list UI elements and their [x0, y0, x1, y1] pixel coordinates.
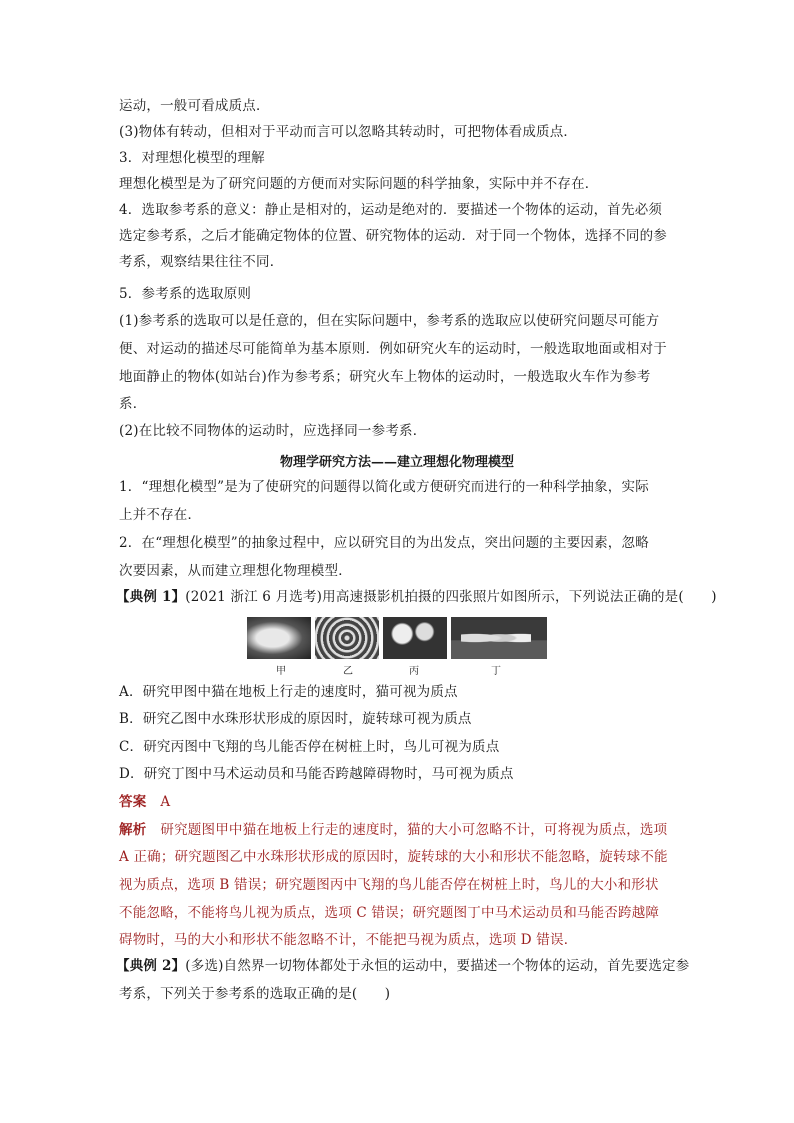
text-line: (1)参考系的选取可以是任意的，但在实际问题中，参考系的选取应以使研究问题尽可能方 — [119, 313, 660, 329]
photo-caption: 甲 — [276, 666, 286, 677]
example-1-stem — [116, 587, 717, 607]
option-c: C．研究丙图中飞翔的鸟儿能否停在树桩上时，鸟儿可视为质点 — [119, 739, 500, 755]
photo-birds — [383, 617, 447, 659]
example-2-stem — [116, 956, 689, 976]
text-line: (3)物体有转动，但相对于平动而言可以忽略其转动时，可把物体看成质点． — [119, 124, 578, 140]
photo-caption: 乙 — [343, 666, 353, 677]
text-line: 考系，观察结果往往不同． — [119, 254, 284, 270]
text-line: 上并不存在． — [119, 507, 202, 523]
text-line: 1．“理想化模型”是为了使研究的问题得以简化或方便研究而进行的一种科学抽象，实际 — [119, 479, 649, 495]
text-line: 次要因素，从而建立理想化物理模型． — [119, 563, 352, 579]
answer-value: A — [160, 794, 171, 810]
photo-spinning-ball — [315, 617, 379, 659]
analysis-line: 视为质点，选项 B 错误；研究题图丙中飞翔的鸟儿能否停在树桩上时，鸟儿的大小和形状 — [119, 877, 659, 893]
text-line: 选定参考系，之后才能确定物体的位置、研究物体的运动．对于同一个物体，选择不同的参 — [119, 228, 667, 244]
method-title: 物理学研究方法——建立理想化物理模型 — [279, 455, 514, 470]
analysis-line: 不能忽略，不能将鸟儿视为质点，选项 C 错误；研究题图丁中马术运动员和马能否跨越障 — [119, 905, 660, 921]
example-tag: 【典例 1】 — [116, 589, 186, 605]
photo-horse-rider — [451, 617, 547, 659]
text-line: 考系，下列关于参考系的选取正确的是( ) — [119, 986, 391, 1002]
example-stem-text: (多选)自然界一切物体都处于永恒的运动中，要描述一个物体的运动，首先要选定参 — [185, 958, 690, 974]
answer-row — [119, 792, 170, 812]
analysis-line: 碍物时，马的大小和形状不能忽略不计，不能把马视为质点，选项 D 错误． — [119, 932, 578, 948]
photo-strip — [247, 617, 547, 659]
text-line: 运动，一般可看成质点． — [119, 98, 270, 114]
text-line: 2．在“理想化模型”的抽象过程中，应以研究目的为出发点，突出问题的主要因素，忽略 — [119, 535, 649, 551]
example-tag: 【典例 2】 — [116, 958, 186, 974]
option-b: B．研究乙图中水珠形状形成的原因时，旋转球可视为质点 — [119, 711, 472, 727]
photo-caption: 丁 — [491, 666, 501, 677]
analysis-text: 研究题图甲中猫在地板上行走的速度时，猫的大小可忽略不计，可将视为质点，选项 — [160, 822, 668, 838]
text-line: 系． — [119, 396, 147, 412]
text-line: 理想化模型是为了研究问题的方便而对实际问题的科学抽象，实际中并不存在． — [119, 176, 599, 192]
text-line: 便、对运动的描述尽可能简单为基本原则．例如研究火车的运动时，一般选取地面或相对于 — [119, 341, 667, 357]
analysis-line — [119, 820, 667, 840]
answer-label: 答案 — [119, 794, 147, 810]
text-line: 地面静止的物体(如站台)作为参考系；研究火车上物体的运动时，一般选取火车作为参考 — [119, 369, 651, 385]
example-stem-text: (2021 浙江 6 月选考)用高速摄影机拍摄的四张照片如图所示，下列说法正确的是( ) — [185, 589, 717, 605]
text-line: (2)在比较不同物体的运动时，应选择同一参考系． — [119, 423, 427, 439]
text-line: 4．选取参考系的意义：静止是相对的，运动是绝对的．要描述一个物体的运动，首先必须 — [119, 202, 663, 218]
analysis-label: 解析 — [119, 822, 147, 838]
photo-caption: 丙 — [409, 666, 419, 677]
option-d: D．研究丁图中马术运动员和马能否跨越障碍物时，马可视为质点 — [119, 766, 514, 782]
section-heading: 5．参考系的选取原则 — [119, 286, 252, 302]
option-a: A．研究甲图中猫在地板上行走的速度时，猫可视为质点 — [119, 684, 458, 700]
analysis-line: A 正确；研究题图乙中水珠形状形成的原因时，旋转球的大小和形状不能忽略，旋转球不能 — [119, 849, 668, 865]
photo-cat — [247, 617, 311, 659]
section-heading: 3．对理想化模型的理解 — [119, 150, 265, 166]
